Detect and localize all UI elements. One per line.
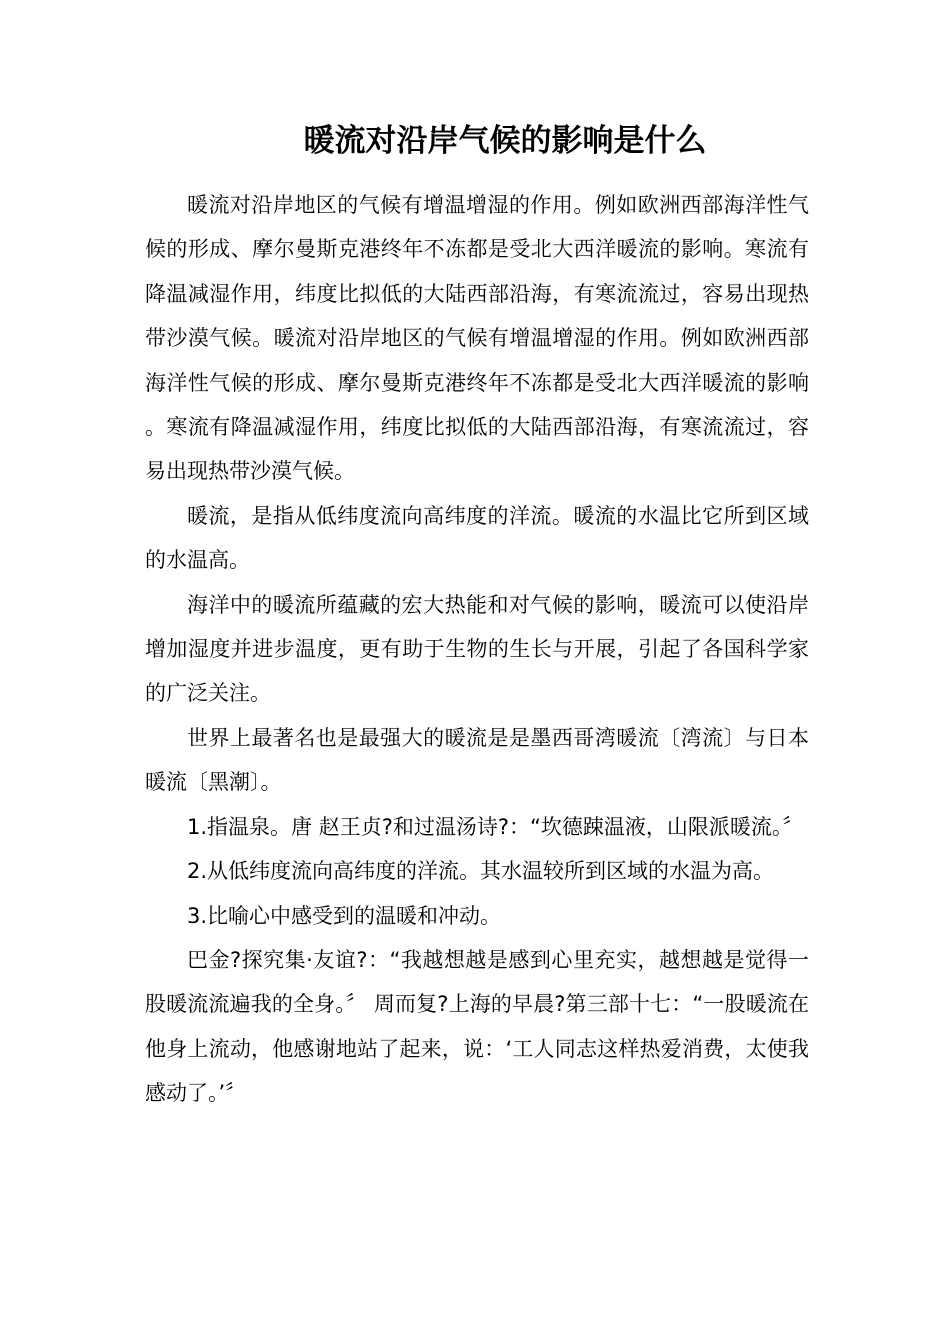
- paragraph-warm-current-definition: 暖流，是指从低纬度流向高纬度的洋流。暖流的水温比它所到区域的水温高。: [145, 503, 809, 573]
- document-body: [145, 183, 809, 1116]
- paragraph-ocean-heat: 海洋中的暖流所蕴藏的宏大热能和对气候的影响，暖流可以使沿岸增加湿度并进步温度，更有助于生物的生长与开展，引起了各国科学家的广泛关注。: [145, 592, 809, 706]
- paragraph-climate-effect: 暖流对沿岸地区的气候有增温增湿的作用。例如欧洲西部海洋性气候的形成、摩尔曼斯克港终年不冻都是受北大西洋暖流的影响。寒流有降温减湿作用，纬度比拟低的大陆西部沿海，有寒流流过，容易出现热带沙漠气候。暖流对沿岸地区的气候有增温增湿的作用。例如欧洲西部海洋性气候的形成、摩尔曼斯克港终年不冻都是受北大西洋暖流的影响。寒流有降温减湿作用，纬度比拟低的大陆西部沿海，有寒流流过，容易出现热带沙漠气候。: [145, 193, 809, 484]
- document-title: 暖流对沿岸气候的影响是什么: [303, 123, 707, 159]
- paragraph-meaning-1: 1.指温泉。唐 赵王贞?和过温汤诗?：“坎德踈温液，山限派暖流。〞: [187, 814, 804, 839]
- paragraph-famous-currents: 世界上最著名也是最强大的暖流是是墨西哥湾暖流〔湾流〕与日本暖流〔黑潮〕。: [145, 725, 809, 795]
- paragraph-meaning-2: 2.从低纬度流向高纬度的洋流。其水温较所到区域的水温为高。: [187, 859, 775, 884]
- paragraph-literary-quotes: 巴金?探究集·友谊?：“我越想越是感到心里充实，越想越是觉得一股暖流流遍我的全身。〞 周而复?上海的早晨?第三部十七：“一股暖流在他身上流动，他感谢地站了起来，说：‘工人同志这样热爱消费，太使我感动了。’〞: [145, 947, 809, 1106]
- paragraph-meaning-3: 3.比喻心中感受到的温暖和冲动。: [187, 903, 502, 928]
